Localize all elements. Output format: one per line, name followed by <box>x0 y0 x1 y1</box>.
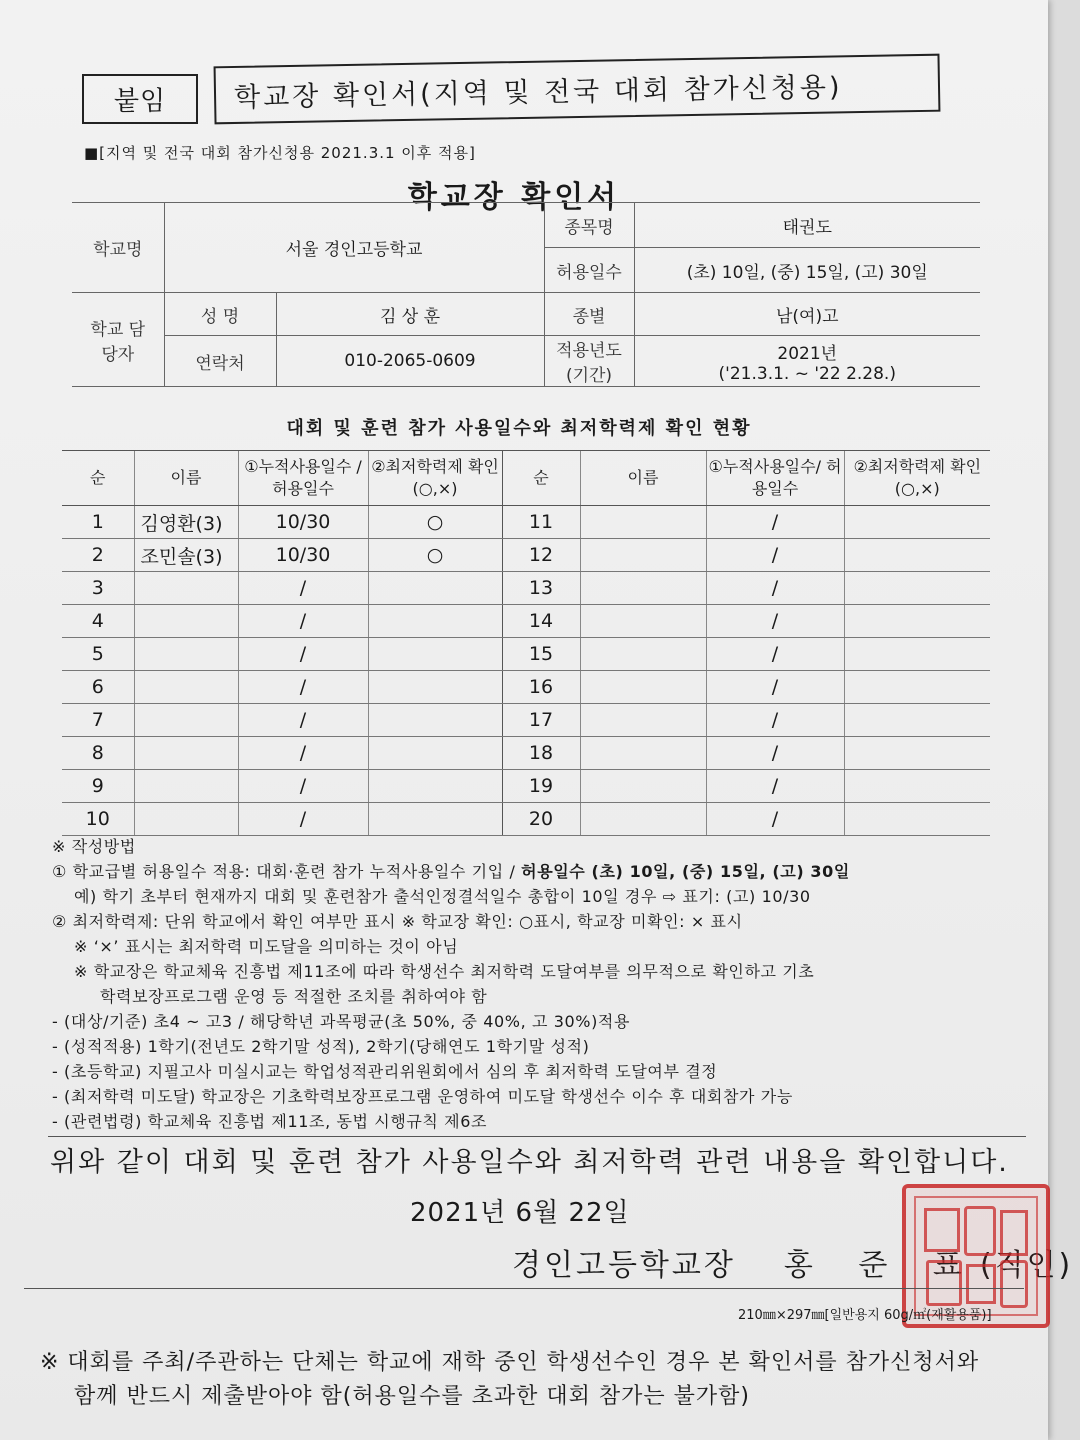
row-check-right <box>844 638 990 671</box>
row-check-left: ○ <box>368 539 502 572</box>
row-days-left: / <box>238 671 368 704</box>
note-1-text: ① 학교급별 허용일수 적용: 대회·훈련 참가 누적사용일수 기입 / <box>52 862 522 881</box>
row-name-left <box>134 605 238 638</box>
row-days-left: 10/30 <box>238 506 368 539</box>
row-days-right: / <box>706 506 844 539</box>
row-check-right <box>844 770 990 803</box>
header-no-left: 순 <box>62 451 134 506</box>
seal-mark-text: (직인) <box>979 1248 1074 1283</box>
row-no-right: 12 <box>502 539 580 572</box>
row-name-right <box>580 671 706 704</box>
divider-top <box>48 1136 1026 1137</box>
note-1-allowed: 허용일수 (초) 10일, (중) 15일, (고) 30일 <box>521 862 850 881</box>
row-no-left: 6 <box>62 671 134 704</box>
footer-line-1: ※ 대회를 주최/주관하는 단체는 학교에 재학 중인 학생선수인 경우 본 확인서를 참가신청서와 <box>40 1350 980 1375</box>
row-check-left <box>368 671 502 704</box>
period-value: ('21.3.1. ~ '22 2.28.) <box>718 363 896 384</box>
row-name-right <box>580 803 706 836</box>
issue-date: 2021년 6월 22일 <box>410 1198 630 1228</box>
year-cell <box>634 336 980 387</box>
table-row <box>62 803 990 836</box>
signer-title: 경인고등학교장 <box>512 1248 736 1283</box>
table-row <box>62 671 990 704</box>
note-2-c: 학력보장프로그램 운영 등 적절한 조치를 취하여야 함 <box>100 987 488 1006</box>
row-no-right: 18 <box>502 737 580 770</box>
contact-label: 연락처 <box>164 336 276 387</box>
row-name-right <box>580 704 706 737</box>
category-label: 종별 <box>544 293 634 336</box>
row-no-right: 16 <box>502 671 580 704</box>
row-check-left <box>368 605 502 638</box>
allowed-days-value: (초) 10일, (중) 15일, (고) 30일 <box>634 248 980 293</box>
row-name-right <box>580 506 706 539</box>
row-name-left <box>134 572 238 605</box>
roster-header <box>62 451 990 506</box>
row-days-right: / <box>706 539 844 572</box>
row-name-left: 조민솔(3) <box>134 539 238 572</box>
table-row <box>62 572 990 605</box>
seal-glyph <box>926 1260 962 1306</box>
row-days-left: / <box>238 638 368 671</box>
note-1 <box>52 859 1022 884</box>
note-1-example: 예) 학기 초부터 현재까지 대회 및 훈련참가 출석인정결석일수 총합이 10일 경우 ⇨ 표기: (고) 10/30 <box>74 887 811 906</box>
row-days-left: / <box>238 803 368 836</box>
signer-name: 홍 준 표 <box>783 1248 980 1283</box>
table-row <box>62 605 990 638</box>
section-title: 대회 및 훈련 참가 사용일수와 최저학력제 확인 현황 <box>286 418 752 439</box>
row-name-right <box>580 770 706 803</box>
row-check-right <box>844 737 990 770</box>
row-name-left <box>134 803 238 836</box>
detail-3: - (초등학교) 지필고사 미실시교는 학업성적관리위원회에서 심의 후 최저학력 도달여부 결정 <box>52 1062 718 1081</box>
row-check-left <box>368 770 502 803</box>
row-name-right <box>580 737 706 770</box>
row-days-left: / <box>238 704 368 737</box>
row-name-left <box>134 638 238 671</box>
row-name-left <box>134 671 238 704</box>
header-days-right: ①누적사용일수/ 허용일수 <box>706 451 844 506</box>
table-row <box>62 770 990 803</box>
table-row <box>62 704 990 737</box>
header-name-right: 이름 <box>580 451 706 506</box>
category-value: 남(여)고 <box>634 293 980 336</box>
row-days-right: / <box>706 638 844 671</box>
row-no-left: 1 <box>62 506 134 539</box>
row-days-left: / <box>238 770 368 803</box>
row-check-left <box>368 704 502 737</box>
document-title: 학교장 확인서 <box>407 180 621 215</box>
row-check-left <box>368 803 502 836</box>
row-name-left: 김영환(3) <box>134 506 238 539</box>
row-days-left: / <box>238 605 368 638</box>
row-days-right: / <box>706 737 844 770</box>
row-no-right: 14 <box>502 605 580 638</box>
name-value: 김 상 훈 <box>276 293 544 336</box>
seal-glyph <box>1000 1260 1028 1308</box>
form-title-box <box>214 54 941 125</box>
row-name-left <box>134 737 238 770</box>
row-no-right: 15 <box>502 638 580 671</box>
header-check-right: ②최저학력제 확인(○,×) <box>844 451 990 506</box>
row-no-right: 20 <box>502 803 580 836</box>
detail-4: - (최저학력 미도달) 학교장은 기초학력보장프로그램 운영하여 미도달 학생선수 이수 후 대회참가 가능 <box>52 1087 793 1106</box>
note-2-a: ※ ‘×’ 표시는 최저학력 미도달을 의미하는 것이 아님 <box>74 937 459 956</box>
row-name-right <box>580 638 706 671</box>
row-no-right: 13 <box>502 572 580 605</box>
row-no-right: 17 <box>502 704 580 737</box>
detail-5: - (관련법령) 학교체육 진흥법 제11조, 동법 시행규칙 제6조 <box>52 1112 488 1131</box>
row-days-right: / <box>706 803 844 836</box>
row-no-left: 9 <box>62 770 134 803</box>
attachment-label: 붙임 <box>113 86 167 117</box>
event-label: 종목명 <box>544 203 634 248</box>
seal-glyph <box>1000 1210 1028 1256</box>
header-check-left: ②최저학력제 확인(○,×) <box>368 451 502 506</box>
row-days-right: / <box>706 572 844 605</box>
footer-note <box>40 1346 1020 1414</box>
table-row <box>62 737 990 770</box>
paper-spec: 210㎜×297㎜[일반용지 60g/㎡(재활용품)] <box>738 1308 992 1323</box>
row-days-left: 10/30 <box>238 539 368 572</box>
attachment-tag <box>82 74 198 124</box>
header-no-right: 순 <box>502 451 580 506</box>
notes-heading: ※ 작성방법 <box>52 837 136 856</box>
row-check-left <box>368 638 502 671</box>
row-days-right: / <box>706 671 844 704</box>
roster-table <box>62 450 990 836</box>
footer-line-2: 함께 반드시 제출받아야 함(허용일수를 초과한 대회 참가는 불가함) <box>74 1384 750 1409</box>
note-2-b: ※ 학교장은 학교체육 진흥법 제11조에 따라 학생선수 최저학력 도달여부를 의무적으로 확인하고 기초 <box>74 962 815 981</box>
school-value: 서울 경인고등학교 <box>164 203 544 293</box>
event-value: 태권도 <box>634 203 980 248</box>
row-check-right <box>844 539 990 572</box>
year-label: 적용년도 (기간) <box>544 336 634 387</box>
row-days-left: / <box>238 737 368 770</box>
row-no-left: 4 <box>62 605 134 638</box>
divider-bottom <box>24 1288 1024 1289</box>
table-row <box>62 638 990 671</box>
row-name-right <box>580 605 706 638</box>
row-check-right <box>844 671 990 704</box>
row-days-right: / <box>706 770 844 803</box>
row-no-left: 8 <box>62 737 134 770</box>
row-no-left: 2 <box>62 539 134 572</box>
detail-1: - (대상/기준) 초4 ~ 고3 / 해당학년 과목평균(초 50%, 중 40%, 고 30%)적용 <box>52 1012 631 1031</box>
row-no-right: 11 <box>502 506 580 539</box>
info-table <box>72 202 980 387</box>
row-check-right <box>844 803 990 836</box>
row-check-left <box>368 572 502 605</box>
row-check-left: ○ <box>368 506 502 539</box>
row-name-right <box>580 572 706 605</box>
row-days-left: / <box>238 572 368 605</box>
seal-glyph <box>964 1206 996 1256</box>
confirmation-statement: 위와 같이 대회 및 훈련 참가 사용일수와 최저학력 관련 내용을 확인합니다. <box>50 1147 1009 1178</box>
row-check-right <box>844 605 990 638</box>
note-2: ② 최저학력제: 단위 학교에서 확인 여부만 표시 ※ 학교장 확인: ○표시, 학교장 미확인: × 표시 <box>52 912 743 931</box>
seal-glyph <box>924 1208 960 1252</box>
name-label: 성 명 <box>164 293 276 336</box>
row-no-left: 5 <box>62 638 134 671</box>
row-days-right: / <box>706 704 844 737</box>
contact-value: 010-2065-0609 <box>276 336 544 387</box>
row-name-left <box>134 704 238 737</box>
detail-2: - (성적적용) 1학기(전년도 2학기말 성적), 2학기(당해연도 1학기말 성적) <box>52 1037 590 1056</box>
header-days-left: ①누적사용일수 /허용일수 <box>238 451 368 506</box>
row-check-left <box>368 737 502 770</box>
row-check-right <box>844 572 990 605</box>
seal-glyph <box>966 1264 996 1304</box>
writing-instructions <box>52 834 1022 1134</box>
school-label: 학교명 <box>72 203 164 293</box>
table-row <box>62 539 990 572</box>
row-no-left: 10 <box>62 803 134 836</box>
table-row <box>62 506 990 539</box>
allowed-days-label: 허용일수 <box>544 248 634 293</box>
row-no-left: 3 <box>62 572 134 605</box>
row-check-right <box>844 704 990 737</box>
row-name-left <box>134 770 238 803</box>
applicability-note: ■[지역 및 전국 대회 참가신청용 2021.3.1 이후 적용] <box>84 144 476 162</box>
row-no-right: 19 <box>502 770 580 803</box>
row-days-right: / <box>706 605 844 638</box>
row-no-left: 7 <box>62 704 134 737</box>
row-name-right <box>580 539 706 572</box>
row-check-right <box>844 506 990 539</box>
manager-label: 학교 담당자 <box>72 293 164 387</box>
header-name-left: 이름 <box>134 451 238 506</box>
year-value: 2021년 <box>777 343 838 364</box>
form-title: 학교장 확인서(지역 및 전국 대회 참가신청용) <box>233 71 843 114</box>
